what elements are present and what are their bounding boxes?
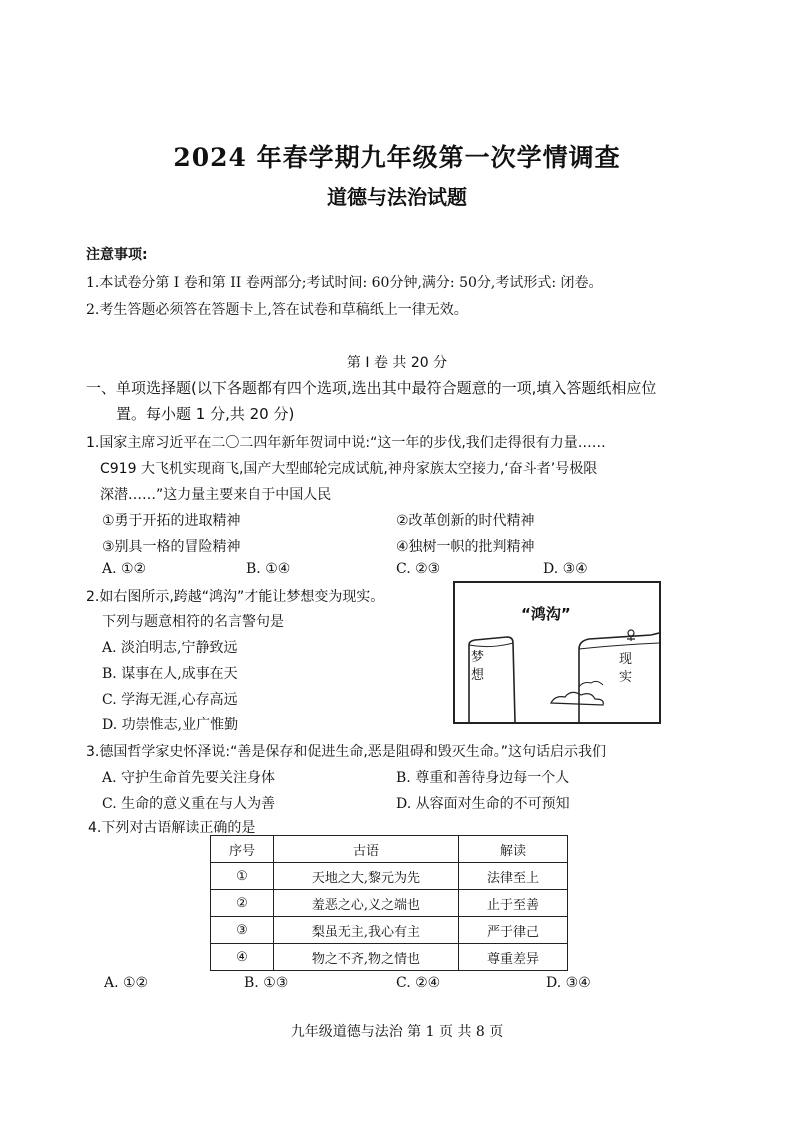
cartoon-caption: “鸿沟” [521, 605, 571, 623]
q1-line-1: 1.国家主席习近平在二〇二四年新年贺词中说:“这一年的步伐,我们走得很有力量…… [86, 435, 606, 451]
q1-option-d: D. ③④ [543, 561, 588, 577]
table-cell: 尊重差异 [459, 944, 568, 971]
q3-option-a: A. 守护生命首先要关注身体 [102, 770, 276, 786]
table-cell: ④ [211, 944, 274, 971]
q4-option-d: D. ③④ [546, 975, 591, 991]
q1-item-3: ③别具一格的冒险精神 [102, 539, 241, 555]
table-cell: 止于至善 [459, 890, 568, 917]
q3-option-b: B. 尊重和善待身边每一个人 [396, 770, 570, 786]
q1-option-b: B. ①④ [246, 561, 291, 577]
q2-option-d: D. 功崇惟志,业广惟勤 [102, 717, 239, 733]
q2-line-2: 下列与题意相符的名言警句是 [102, 614, 284, 630]
q1-item-1: ①勇于开拓的进取精神 [102, 513, 241, 529]
q1-option-c: C. ②③ [396, 561, 441, 577]
table-cell: ② [211, 890, 274, 917]
table-cell: ① [211, 863, 274, 890]
q2-option-a: A. 淡泊明志,宁静致远 [102, 640, 238, 656]
exam-title: 2024 年春学期九年级第一次学情调查 [173, 143, 621, 172]
q1-item-2: ②改革创新的时代精神 [396, 513, 535, 529]
q3-line: 3.德国哲学家史怀泽说:“善是保存和促进生命,恶是阻碍和毁灭生命。”这句话启示我们 [86, 744, 607, 760]
q4-option-a: A. ①② [104, 975, 149, 991]
section-instruction-2: 置。每小题 1 分,共 20 分) [116, 405, 295, 423]
q4-table [210, 835, 568, 971]
section-title: 第 I 卷 共 20 分 [346, 355, 448, 371]
table-cell: ③ [211, 917, 274, 944]
table-row [211, 917, 568, 944]
q3-option-d: D. 从容面对生命的不可预知 [396, 796, 570, 812]
table-header-cell: 解读 [459, 836, 568, 863]
table-cell: 严于律己 [459, 917, 568, 944]
table-header-row [211, 836, 568, 863]
table-row [211, 863, 568, 890]
gap-cartoon [453, 581, 661, 724]
q1-option-a: A. ①② [102, 561, 147, 577]
table-cell: 法律至上 [459, 863, 568, 890]
exam-subtitle: 道德与法治试题 [327, 185, 467, 209]
cartoon-right-cliff-label: 现实 [619, 652, 633, 685]
q2-line-1: 2.如右图所示,跨越“鸿沟”才能让梦想变为现实。 [86, 589, 385, 605]
table-cell: 羞恶之心,义之端也 [274, 890, 459, 917]
table-header-cell: 序号 [211, 836, 274, 863]
q4-option-c: C. ②④ [396, 975, 441, 991]
table-cell: 物之不齐,物之情也 [274, 944, 459, 971]
table-row [211, 944, 568, 971]
q4-option-b: B. ①③ [244, 975, 289, 991]
notice-item-1: 1.本试卷分第 I 卷和第 II 卷两部分;考试时间: 60分钟,满分: 50分,考试形式: 闭卷。 [86, 275, 603, 291]
notice-item-2: 2.考生答题必须答在答题卡上,答在试卷和草稿纸上一律无效。 [86, 302, 468, 318]
table-header-cell: 古语 [274, 836, 459, 863]
cartoon-left-cliff-label: 梦想 [471, 650, 485, 683]
q1-line-2: C919 大飞机实现商飞,国产大型邮轮完成试航,神舟家族太空接力,‘奋斗者’号极限 [100, 461, 598, 477]
q2-option-c: C. 学海无涯,心存高远 [102, 692, 238, 708]
q1-line-3: 深潜……”这力量主要来自于中国人民 [100, 487, 332, 503]
section-instruction-1: 一、单项选择题(以下各题都有四个选项,选出其中最符合题意的一项,填入答题纸相应位 [86, 379, 657, 397]
q4-line: 4.下列对古语解读正确的是 [88, 820, 256, 836]
q3-option-c: C. 生命的意义重在与人为善 [102, 796, 276, 812]
table-cell: 梨虽无主,我心有主 [274, 917, 459, 944]
table-row [211, 890, 568, 917]
table-cell: 天地之大,黎元为先 [274, 863, 459, 890]
notice-heading: 注意事项: [86, 247, 148, 263]
q1-item-4: ④独树一帜的批判精神 [396, 539, 535, 555]
q2-option-b: B. 谋事在人,成事在天 [102, 666, 238, 682]
page-footer: 九年级道德与法治 第 1 页 共 8 页 [290, 1024, 504, 1040]
